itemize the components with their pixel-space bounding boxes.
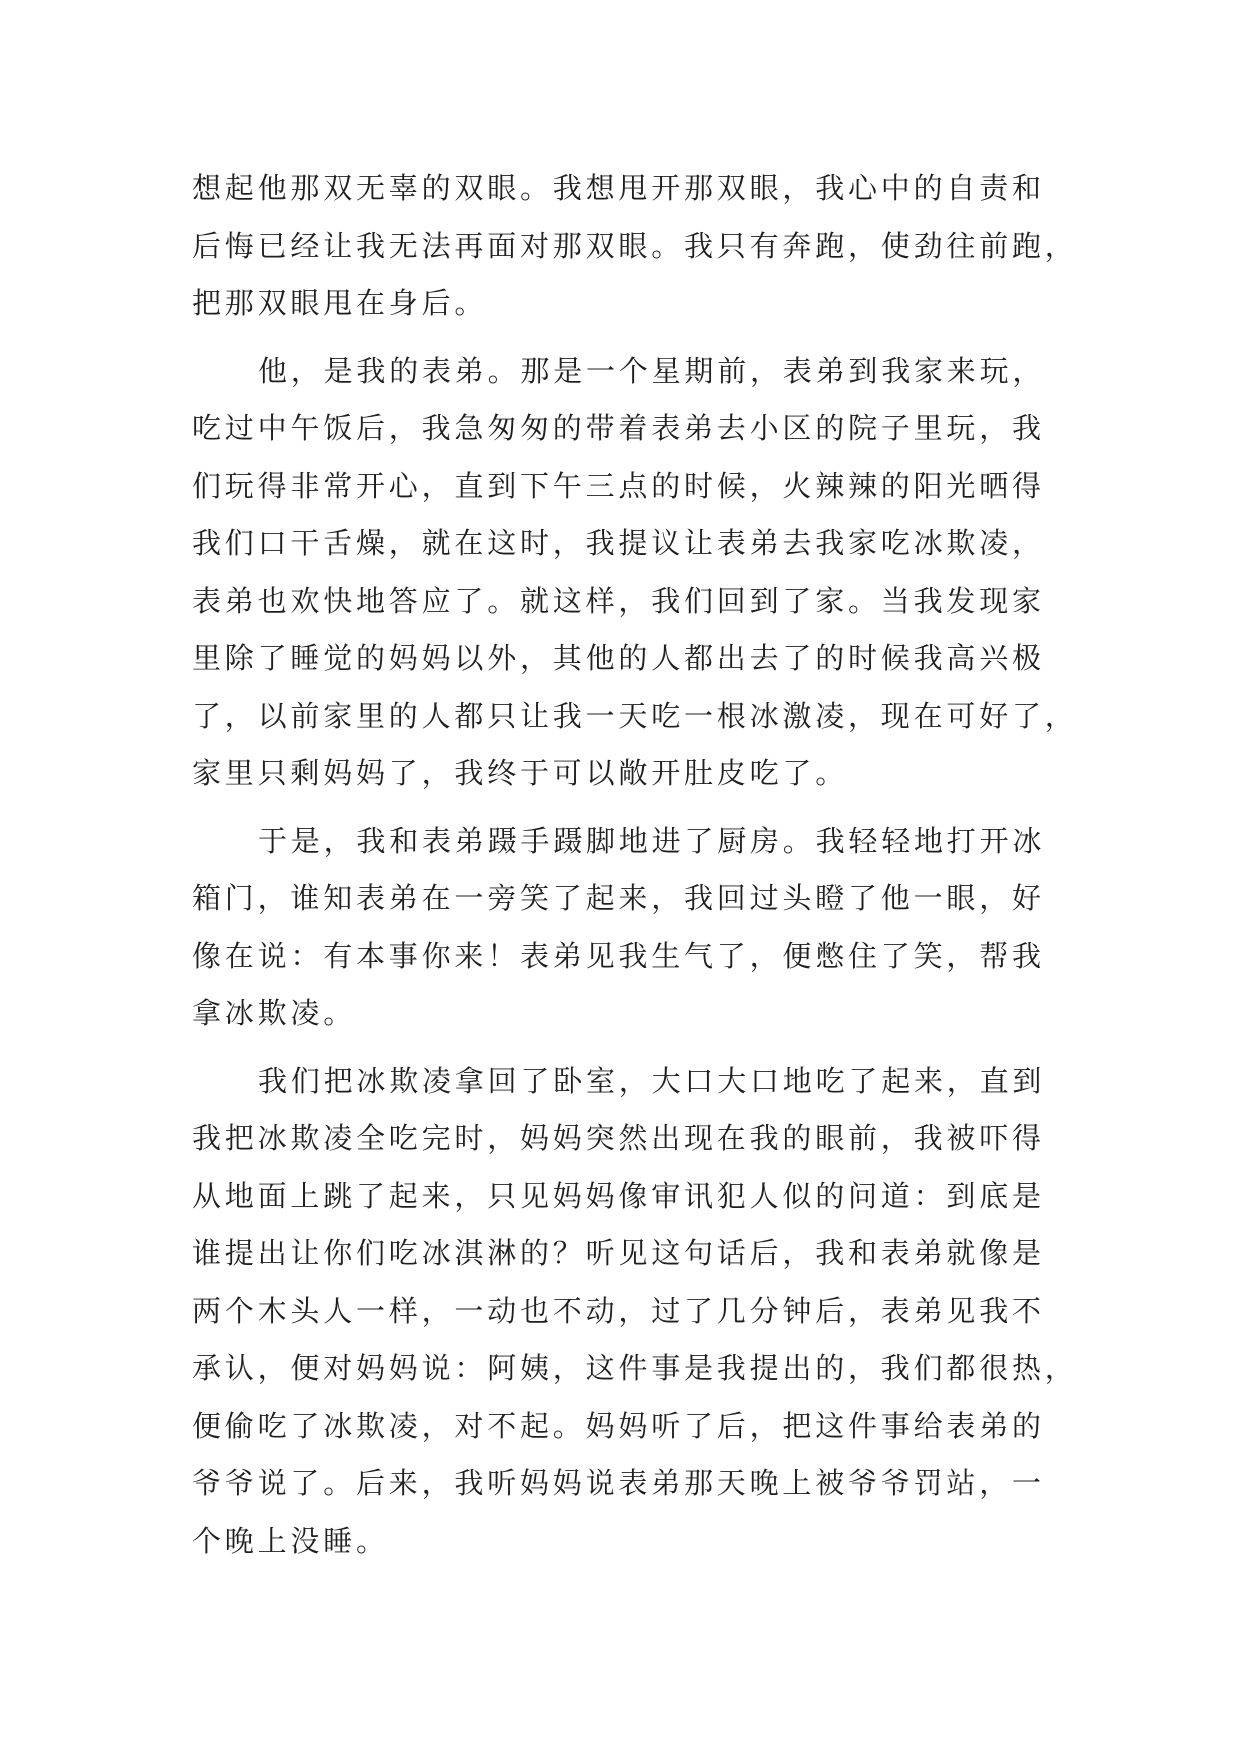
text-line: 吃过中午饭后，我急匆匆的带着表弟去小区的院子里玩，我 [192,411,1045,445]
paragraph-2 [192,343,1078,803]
text-line: 把那双眼甩在身后。 [192,286,488,320]
text-line: 个晚上没睡。 [192,1523,389,1558]
text-line: 里除了睡觉的妈妈以外，其他的人都出去了的时候我高兴极 [192,641,1045,675]
text-line: 便偷吃了冰欺凌，对不起。妈妈听了后，把这件事给表弟的 [192,1408,1045,1443]
text-line: 爷爷说了。后来，我听妈妈说表弟那天晚上被爷爷罚站，一 [192,1466,1045,1500]
text-line: 承认，便对妈妈说：阿姨，这件事是我提出的，我们都很热， [192,1351,1078,1385]
text-line: 箱门，谁知表弟在一旁笑了起来，我回过头瞪了他一眼，好 [192,881,1045,915]
paragraph-3 [192,813,1062,1043]
text-line: 后悔已经让我无法再面对那双眼。我只有奔跑，使劲往前跑， [192,228,1078,263]
text-line: 了，以前家里的人都只让我一天吃一根冰激凌，现在可好了， [192,698,1078,733]
text-line: 谁提出让你们吃冰淇淋的？听见这句话后，我和表弟就像是 [192,1236,1045,1270]
text-line: 两个木头人一样，一动也不动，过了几分钟后，表弟见我不 [192,1293,1045,1328]
paragraph-4 [192,1053,1078,1571]
text-line: 于是，我和表弟蹑手蹑脚地进了厨房。我轻轻地打开冰 [258,823,1046,858]
text-line: 想起他那双无辜的双眼。我想甩开那双眼，我心中的自责和 [192,171,1045,205]
text-line: 我把冰欺凌全吃完时，妈妈突然出现在我的眼前，我被吓得 [192,1121,1045,1155]
text-line: 家里只剩妈妈了，我终于可以敞开肚皮吃了。 [192,756,849,790]
text-line: 表弟也欢快地答应了。就这样，我们回到了家。当我发现家 [192,583,1045,618]
text-line: 从地面上跳了起来，只见妈妈像审讯犯人似的问道：到底是 [192,1178,1045,1213]
text-line: 拿冰欺凌。 [192,996,357,1030]
text-line: 我们把冰欺凌拿回了卧室，大口大口地吃了起来，直到 [258,1063,1046,1098]
document-body [192,160,1078,1580]
text-line: 像在说：有本事你来！表弟见我生气了，便憋住了笑，帮我 [192,938,1045,973]
text-line: 他，是我的表弟。那是一个星期前，表弟到我家来玩， [258,353,1046,388]
text-line: 我们口干舌燥，就在这时，我提议让表弟去我家吃冰欺凌， [192,526,1045,560]
paragraph-1 [192,160,1078,333]
text-line: 们玩得非常开心，直到下午三点的时候，火辣辣的阳光晒得 [192,468,1045,503]
